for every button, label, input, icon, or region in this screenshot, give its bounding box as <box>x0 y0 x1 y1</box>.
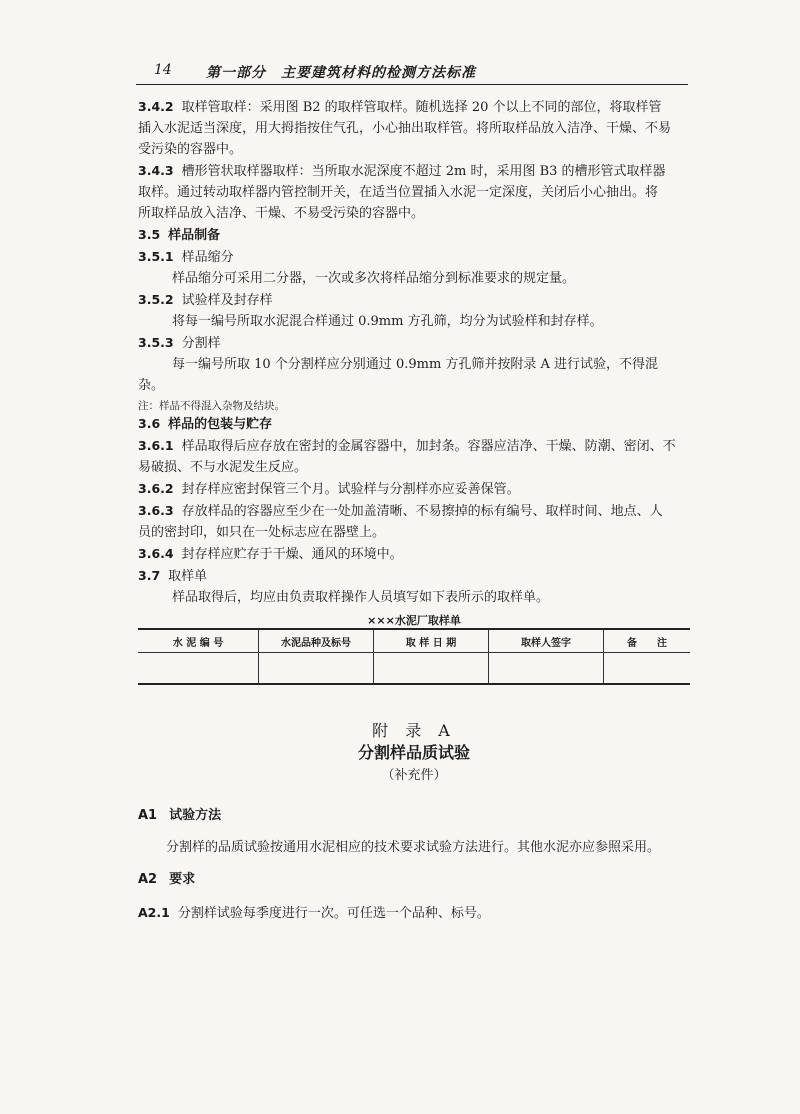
table-cell <box>374 653 489 685</box>
table-header-row <box>138 629 690 653</box>
table-cell <box>259 653 374 685</box>
table-header-cell: 取 样 日 期 <box>374 629 489 653</box>
table-header-cell: 水泥品种及标号 <box>259 629 374 653</box>
table-header-cell: 取样人签字 <box>489 629 604 653</box>
table-cell <box>138 653 259 685</box>
section-a1-heading: A1 试验方法 <box>138 808 222 823</box>
table-header-cell: 备 注 <box>604 629 691 653</box>
section-3-4-2: 3.4.2 取样管取样：采用图 B2 的取样管取样。随机选择 20 个以上不同的部位，将取样管 插入水泥适当深度，用大拇指按住气孔，小心抽出取样管。将所取样品放入洁净、干燥、不易 受污染的容器中。 <box>138 99 672 157</box>
appendix-title: 分割样品质试验 <box>357 743 470 762</box>
section-a2-heading: A2 要求 <box>138 872 196 887</box>
table-row <box>138 653 690 685</box>
section-a2-1: A2.1 分割样试验每季度进行一次。可任选一个品种、标号。 <box>138 905 490 921</box>
section-3-5: 3.5 样品制备 3.5.1 样品缩分 样品缩分可采用二分器，一次或多次将样品缩分到标准要求的规定量。 3.5.2 试验样及封存样 将每一编号所取水泥混合样通过 0.9mm 方孔筛，均分为试验样和封存样。 3.5.3 分割样 每一编号所取 10 个分割样应分别通过 0.9mm 方孔筛并按附录 A 进行试验，不得混 杂。 注：样品不得混入杂物及结块。 <box>138 224 690 417</box>
table-cell <box>489 653 604 685</box>
page-number: 14 <box>154 62 172 78</box>
section-a1-body: 分割样的品质试验按通用水泥相应的技术要求试验方法进行。其他水泥亦应参照采用。 <box>166 840 661 855</box>
table-header-cell: 水 泥 编 号 <box>138 629 259 653</box>
section-3-4-3: 3.4.3 槽形管状取样器取样：当所取水泥深度不超过 2m 时，采用图 B3 的槽形管式取样器 取样。通过转动取样器内管控制开关，在适当位置插入水泥一定深度，关闭后小心抽出。将 所取样品放入洁净、干燥、不易受污染的容器中。 <box>138 163 666 221</box>
appendix-label: 附 录 A <box>372 721 456 740</box>
running-header <box>136 60 688 85</box>
table-caption: ×××水泥厂取样单 <box>367 614 461 627</box>
table-cell <box>604 653 691 685</box>
section-3-6: 3.6 样品的包装与贮存 3.6.1 样品取得后应存放在密封的金属容器中，加封条。容器应洁净、干燥、防潮、密闭、不 易破损、不与水泥发生反应。 3.6.2 封存样应密封保管三个月。试验样与分割样亦应妥善保管。 3.6.3 存放样品的容器应至少在一处加盖清晰、不易擦掉的标有编号、取样时间、地点、人 员的密封印，如只在一处标志应在器壁上。 3.6.4 封存样应贮存于干燥、通风的环境中。 3.7 取样单 样品取得后，均应由负责取样操作人员填写如下表所示的取样单。 <box>138 416 676 605</box>
note: 注：样品不得混入杂物及结块。 <box>138 400 285 412</box>
header-title: 第一部分 主要建筑材料的检测方法标准 <box>206 65 476 81</box>
sampling-form-table <box>138 628 690 685</box>
appendix-subtitle: （补充件） <box>381 768 447 783</box>
